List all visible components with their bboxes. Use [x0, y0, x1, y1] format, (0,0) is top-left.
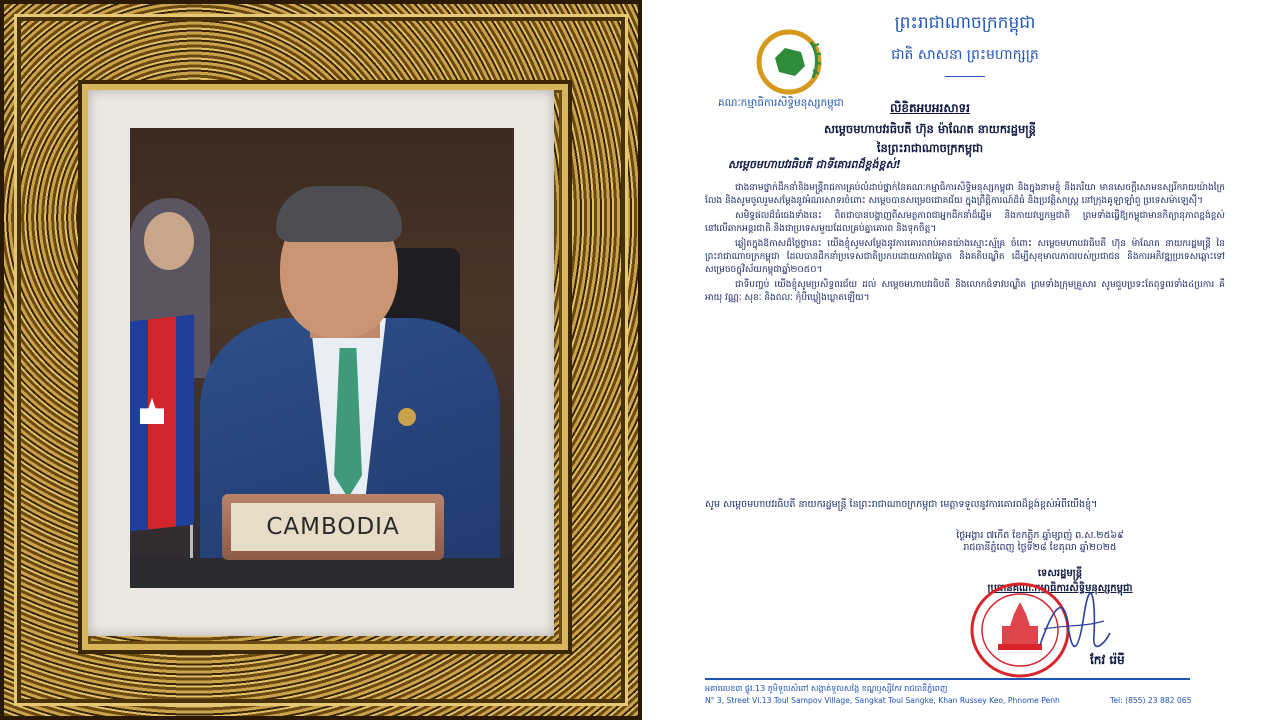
- hair: [276, 186, 402, 242]
- header-ornament: [945, 76, 985, 77]
- national-motto: ជាតិ សាសនា ព្រះមហាក្សត្រ: [891, 47, 1039, 63]
- paragraph: ជាទីបញ្ចប់ យើងខ្ញុំសូមប្រសិទ្ធពរជ័យ ដល់ សម្តេចមហាបវរធិបតី និងលោកជំទាវបណ្ឌិត ព្រមទាំងក្រុមគ្រួសារ សូមជួបប្រទះតែពុទ្ធពរទាំង៤ប្រការ គឺ អាយុ វណ្ណៈ សុខៈ និងពលៈ កុំបីឃ្លៀងឃ្លាតឡើយ។: [705, 280, 1225, 303]
- desk: [130, 558, 514, 588]
- lunar-date: ថ្ងៃអង្គារ ៧កើត ខែកត្តិក ឆ្នាំម្សាញ់ ព.ស.២៥៦៩: [956, 530, 1124, 541]
- paragraph: សមិទ្ធផលដ៏ធំធេងទាំងនេះ ពិតជាបានបង្ហាញពីសមត្ថភាពជាអ្នកដឹកនាំដ៏ឆ្នើម និងកាយវប្បកម្មជាតិ ព្រមទាំងធ្វើឱ្យកម្ពុជាមានកិត្យានុភាពខ្ពង់ខ្ពស់នៅលើឆាកអន្តរជាតិ និងជាប្រទេសមួយដែលគ្រប់គ្នាគោរព និងទុកចិត្ត។: [705, 211, 1225, 234]
- salutation: សម្តេចមហាបវរធិបតី ជាទីគោរពដ៏ខ្ពង់ខ្ពស់!: [728, 158, 901, 171]
- signer-title: ទេសរដ្ឋមន្ត្រី: [1037, 568, 1083, 579]
- footer-address-en: N° 3, Street Vl.13 Toul Sampov Village, Sangkat Toul Sangke, Khan Russey Keo, Phnome Penh: [705, 696, 1060, 705]
- letter-title: [780, 100, 1080, 158]
- footer-divider: [705, 678, 1190, 680]
- signer-role: ប្រធានគណៈកម្មាធិការសិទ្ធិមនុស្សកម្ពុជា: [987, 583, 1133, 594]
- kingdom-header: [890, 12, 1040, 77]
- chrc-logo-icon: [755, 28, 827, 96]
- footer-address-kh: អគារលេខ៣ ផ្លូវ.13 ភូមិទួលសំពៅ សង្កាត់ទួលសង្កែ ខណ្ឌឫស្សីកែវ រាជធានីភ្នំពេញ: [705, 684, 948, 693]
- date-block: [950, 530, 1130, 554]
- solar-date: រាជធានីភ្នំពេញ ថ្ងៃទី២៨ ខែតុលា ឆ្នាំ២០២៥: [963, 542, 1117, 553]
- organization-name: គណៈកម្មាធិការសិទ្ធិមនុស្សកម្ពុជា: [718, 97, 844, 109]
- title-line-3: នៃព្រះរាជាណាចក្រកម្ពុជា: [876, 141, 984, 155]
- kingdom-name: ព្រះរាជាណាចក្រកម្ពុជា: [894, 13, 1036, 33]
- nameplate-text: CAMBODIA: [231, 503, 435, 551]
- lapel-pin: [398, 408, 416, 426]
- footer-telephone: Tel: (855) 23 882 065: [1110, 696, 1192, 705]
- paragraph: ឆ្លៀតក្នុងឱកាសដ៏ថ្លៃថ្លានេះ យើងខ្ញុំសូមសម្តែងនូវការគោរពរាប់អានយ៉ាងស្មោះស្ម័គ្រ ចំពោះ សម្តេចមហាបវរធិបតី ហ៊ុន ម៉ាណែត នាយករដ្ឋមន្ត្រី នៃព្រះរាជាណាចក្រកម្ពុជា ដែលបានដឹកនាំប្រទេសជាតិប្រកបដោយភាពវៃឆ្លាត និងគតិបណ្ឌិត ដើម្បីសុខុមាលភាពរបស់ប្រជាជន និងការអភិវឌ្ឍប្រទេសឆ្ពោះទៅសម្រេចចក្ខុវិស័យកម្ពុជាឆ្នាំ២០៥០។: [705, 239, 1225, 275]
- paragraph: ជាងនាមថ្នាក់ដឹកនាំនិងមន្ត្រីរាជការគ្រប់លំដាប់ថ្នាក់នៃគណៈកម្មាធិការសិទ្ធិមនុស្សកម្ពុជា និងក្នុងនាមខ្ញុំ និងភរិយា មានសេចក្តីសោមនស្សរីករាយយ៉ាងក្រៃលែង និងសូមចូលរួមសម្តែងនូវអំណរសាទរចំពោះ សម្តេចបានសម្រេចជោគជ័យ ក្នុងព្រឹត្តិការណ៍ដ៏ធំ និងប្រវត្តិសាស្ត្រ នៅក្រុងគូឡាឡាំពួ ប្រទេសម៉ាឡេស៊ី។: [705, 183, 1225, 206]
- closing-line: សូម សម្តេចមហាបវរធិបតី នាយករដ្ឋមន្ត្រី នៃព្រះរាជាណាចក្រកម្ពុជា មេត្តាទទួលនូវការគោរពដ៏ខ្ពង់ខ្ពស់អំពីយើងខ្ញុំ។: [705, 499, 1098, 510]
- signer-name: កែវ រ៉េមី: [1090, 653, 1125, 667]
- title-line-2: សម្តេចមហាបវរធិបតី ហ៊ុន ម៉ាណែត នាយករដ្ឋមន្ត្រី: [824, 122, 1036, 136]
- nameplate: [222, 494, 444, 560]
- title-line-1: លិខិតអបអរសាទរ: [890, 101, 970, 115]
- letter-body: [705, 182, 1225, 307]
